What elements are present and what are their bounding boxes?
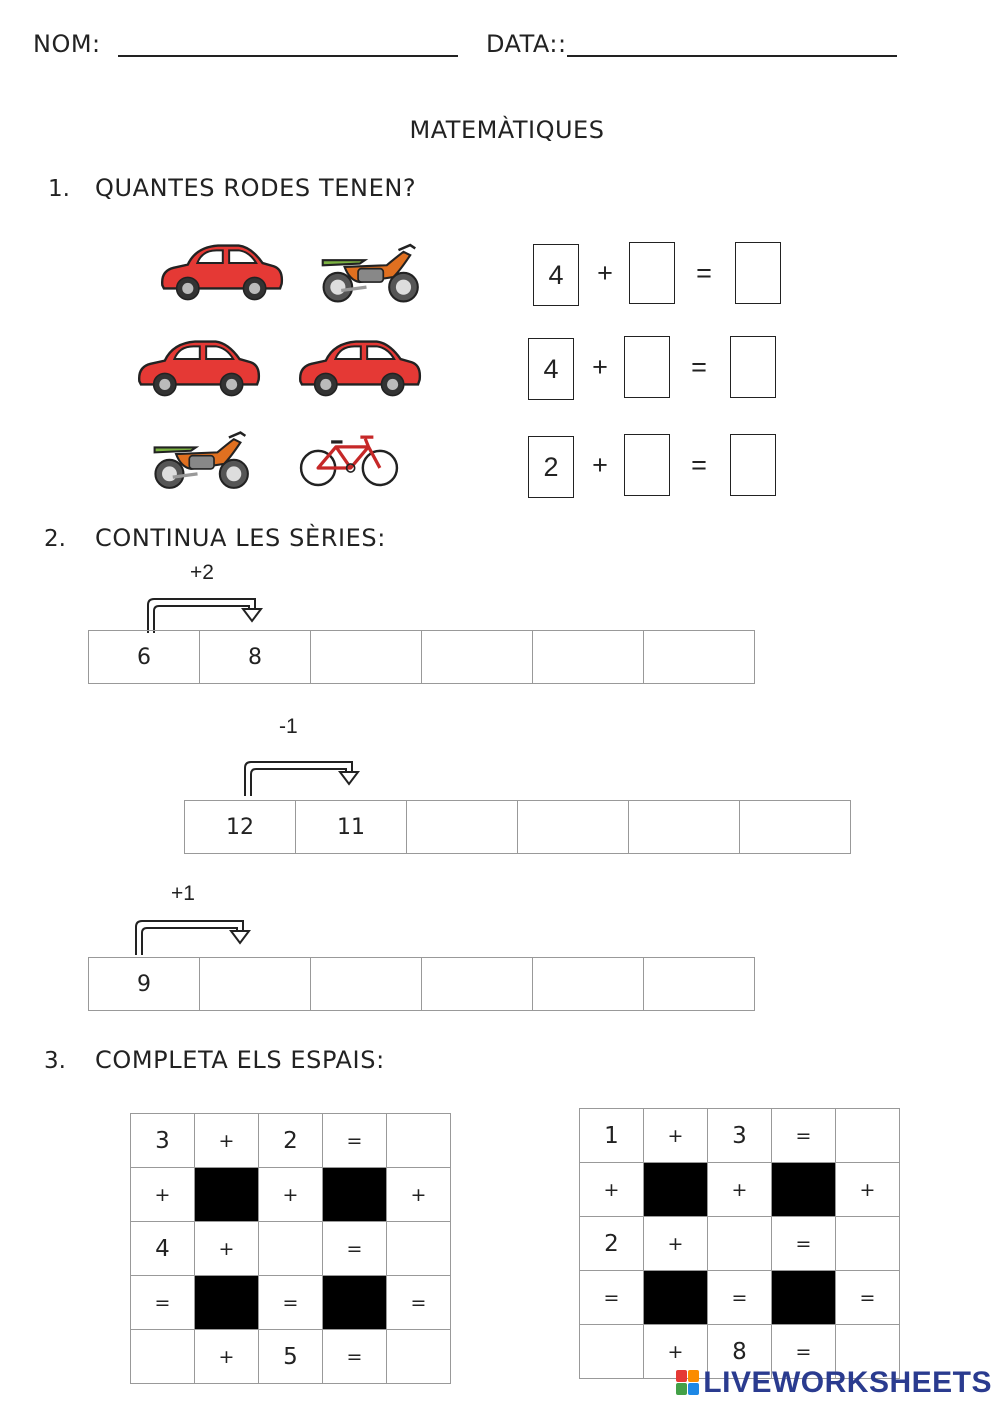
- eq1-equals: =: [696, 258, 712, 288]
- series1-cell[interactable]: [644, 631, 755, 684]
- operator-cell: +: [131, 1168, 195, 1222]
- operator-cell: +: [644, 1217, 708, 1271]
- eq2-answer-box[interactable]: [624, 336, 670, 398]
- series3-cell[interactable]: [200, 958, 311, 1011]
- series2-cell[interactable]: [740, 801, 851, 854]
- eq3-equals: =: [691, 450, 707, 480]
- operator-cell: =: [708, 1271, 772, 1325]
- operator-cell: +: [836, 1163, 900, 1217]
- operator-cell: =: [323, 1114, 387, 1168]
- answer-cell[interactable]: [708, 1217, 772, 1271]
- grid-row: [580, 1271, 900, 1325]
- black-cell: [323, 1276, 387, 1330]
- operator-cell: +: [644, 1325, 708, 1379]
- black-cell: [772, 1271, 836, 1325]
- logo-icon: [675, 1368, 701, 1398]
- number-cell: 3: [708, 1109, 772, 1163]
- section3-title: COMPLETA ELS ESPAIS:: [95, 1046, 385, 1074]
- black-cell: [195, 1276, 259, 1330]
- operator-cell: +: [708, 1163, 772, 1217]
- series1-cell[interactable]: [422, 631, 533, 684]
- date-line[interactable]: [567, 55, 897, 57]
- operator-cell: =: [772, 1217, 836, 1271]
- series2-cell[interactable]: [518, 801, 629, 854]
- series3-cell[interactable]: [533, 958, 644, 1011]
- eq3-result-box[interactable]: [730, 434, 776, 496]
- name-line[interactable]: [118, 55, 458, 57]
- series2-cell[interactable]: [407, 801, 518, 854]
- eq1-result-box[interactable]: [735, 242, 781, 304]
- eq2-result-box[interactable]: [730, 336, 776, 398]
- series2-cell[interactable]: [629, 801, 740, 854]
- operator-cell: +: [259, 1168, 323, 1222]
- number-cell: 2: [580, 1217, 644, 1271]
- operator-cell: =: [836, 1271, 900, 1325]
- car-icon: [156, 236, 288, 306]
- page-title: MATEMÀTIQUES: [409, 116, 605, 144]
- series2-strip: [184, 800, 851, 854]
- operator-cell: +: [644, 1109, 708, 1163]
- series3-cell: 9: [89, 958, 200, 1011]
- grid-row: [580, 1163, 900, 1217]
- operator-cell: +: [580, 1163, 644, 1217]
- answer-cell[interactable]: [387, 1222, 451, 1276]
- eq2-equals: =: [691, 352, 707, 382]
- operator-cell: +: [195, 1114, 259, 1168]
- car-icon: [294, 334, 426, 400]
- eq1-first-box: 4: [533, 244, 579, 306]
- motorcycle-icon: [148, 426, 252, 492]
- eq3-answer-box[interactable]: [624, 434, 670, 496]
- section2-title: CONTINUA LES SÈRIES:: [95, 524, 386, 552]
- black-cell: [644, 1271, 708, 1325]
- number-cell: 8: [708, 1325, 772, 1379]
- number-cell: 5: [259, 1330, 323, 1384]
- arrow-icon: [143, 595, 265, 633]
- name-label: NOM:: [33, 30, 101, 58]
- series1-cell: 8: [200, 631, 311, 684]
- operator-cell: =: [259, 1276, 323, 1330]
- crossnumber-grid-right: [579, 1108, 900, 1379]
- answer-cell[interactable]: [387, 1330, 451, 1384]
- answer-cell[interactable]: [259, 1222, 323, 1276]
- answer-cell[interactable]: [387, 1114, 451, 1168]
- crossnumber-grid-left: [130, 1113, 451, 1384]
- date-label: DATA::: [486, 30, 567, 58]
- series3-cell[interactable]: [311, 958, 422, 1011]
- operator-cell: +: [195, 1330, 259, 1384]
- operator-cell: =: [772, 1325, 836, 1379]
- answer-cell[interactable]: [836, 1109, 900, 1163]
- grid-row: [131, 1330, 451, 1384]
- series2-cell: 12: [185, 801, 296, 854]
- liveworksheets-logo: [675, 1366, 992, 1400]
- black-cell: [195, 1168, 259, 1222]
- operator-cell: +: [195, 1222, 259, 1276]
- operator-cell: =: [323, 1222, 387, 1276]
- black-cell: [323, 1168, 387, 1222]
- series1-cell[interactable]: [533, 631, 644, 684]
- operator-cell: +: [387, 1168, 451, 1222]
- number-cell: 4: [131, 1222, 195, 1276]
- series3-step: +1: [171, 882, 195, 905]
- series1-cell[interactable]: [311, 631, 422, 684]
- motorcycle-icon: [316, 238, 422, 306]
- series3-strip: [88, 957, 755, 1011]
- series3-cell[interactable]: [644, 958, 755, 1011]
- bicycle-icon: [297, 426, 401, 492]
- series1-step: +2: [190, 561, 214, 584]
- arrow-icon: [240, 758, 362, 796]
- grid-row: [580, 1109, 900, 1163]
- grid-row: [131, 1276, 451, 1330]
- grid-row: [131, 1114, 451, 1168]
- grid-row: [131, 1222, 451, 1276]
- series3-cell[interactable]: [422, 958, 533, 1011]
- eq2-first-box: 4: [528, 338, 574, 400]
- operator-cell: =: [131, 1276, 195, 1330]
- grid-row: [580, 1217, 900, 1271]
- arrow-icon: [131, 917, 253, 955]
- eq2-plus: +: [592, 352, 608, 382]
- number-cell: 2: [259, 1114, 323, 1168]
- number-cell: 1: [580, 1109, 644, 1163]
- grid-row: [131, 1168, 451, 1222]
- operator-cell: =: [580, 1271, 644, 1325]
- section2-number: 2.: [44, 526, 66, 552]
- series2-step: -1: [279, 715, 298, 738]
- black-cell: [644, 1163, 708, 1217]
- series1-strip: [88, 630, 755, 684]
- section3-number: 3.: [44, 1048, 66, 1074]
- operator-cell: =: [323, 1330, 387, 1384]
- eq3-first-box: 2: [528, 436, 574, 498]
- logo-text: LIVEWORKSHEETS: [703, 1366, 992, 1399]
- section1-title: QUANTES RODES TENEN?: [95, 174, 417, 202]
- answer-cell[interactable]: [580, 1325, 644, 1379]
- eq1-answer-box[interactable]: [629, 242, 675, 304]
- section1-number: 1.: [48, 176, 70, 202]
- series2-cell: 11: [296, 801, 407, 854]
- eq3-plus: +: [592, 450, 608, 480]
- answer-cell[interactable]: [836, 1217, 900, 1271]
- number-cell: 3: [131, 1114, 195, 1168]
- operator-cell: =: [387, 1276, 451, 1330]
- car-icon: [133, 334, 265, 400]
- black-cell: [772, 1163, 836, 1217]
- eq1-plus: +: [597, 258, 613, 288]
- operator-cell: =: [772, 1109, 836, 1163]
- series1-cell: 6: [89, 631, 200, 684]
- answer-cell[interactable]: [131, 1330, 195, 1384]
